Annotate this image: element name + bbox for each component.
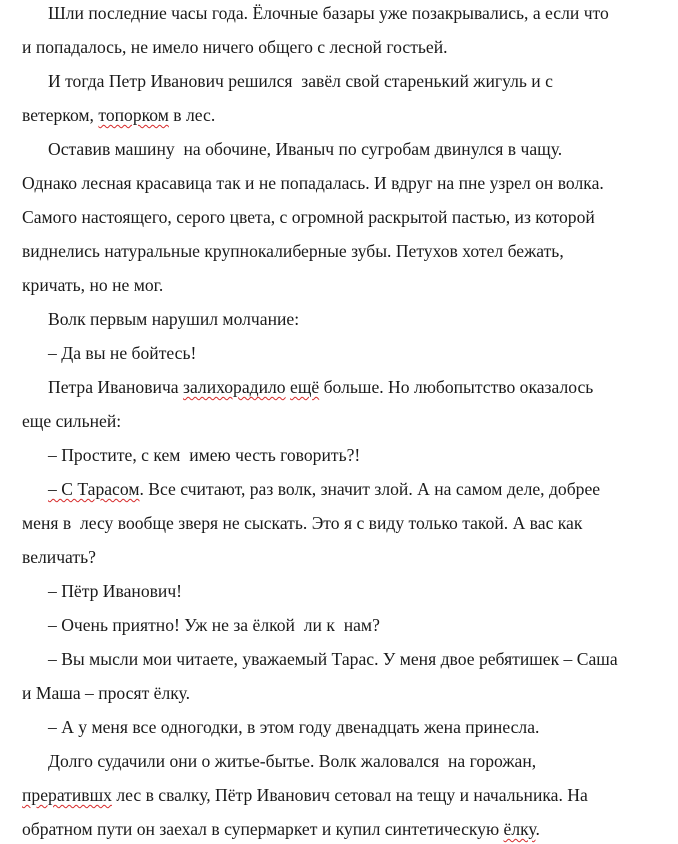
text-segment: лес в свалку, Пётр Иванович сетовал на тещу и начальника. На [111,785,588,805]
text-segment: Волк первым нарушил молчание: [48,309,300,329]
text-line [22,682,670,706]
text-line [48,478,670,502]
text-line [22,784,670,808]
text-segment: кричать, но не мог. [22,275,164,295]
text-segment: И тогда Петр Иванович решился завёл свой старенький жигуль и с [48,71,553,91]
misspelled-word: ещё [290,377,320,397]
text-segment: Самого настоящего, серого цвета, с огромной раскрытой пастью, из которой [22,207,595,227]
text-segment: меня в лесу вообще зверя не сыскать. Это я с виду только такой. А вас как [22,513,583,533]
text-segment: Шли последние часы года. Ёлочные базары уже позакрывались, а если что [48,3,609,23]
text-segment: – Очень приятно! Уж не за ёлкой ли к нам? [48,615,380,635]
text-segment: величать? [22,547,96,567]
text-segment: – Пётр Иванович! [48,581,183,601]
text-line [48,2,670,26]
text-segment: в лес. [168,105,216,125]
text-segment: Однако лесная красавица так и не попадалась. И вдруг на пне узрел он волка. [22,173,604,193]
text-segment: – Вы мысли мои читаете, уважаемый Тарас. У меня двое ребятишек – Саша [48,649,618,669]
text-line [22,410,670,434]
text-segment: Оставив машину на обочине, Иваныч по сугробам двинулся в чащу. [48,139,563,159]
text-segment: . [535,819,540,839]
text-line [48,342,670,366]
text-segment: больше. Но любопытство оказалось [319,377,594,397]
text-line [48,580,670,604]
text-segment: Петра Ивановича [48,377,184,397]
text-line [22,818,670,842]
text-segment: и Маша – просят ёлку. [22,683,190,703]
text-line [22,512,670,536]
text-line [22,206,670,230]
text-segment: виднелись натуральные крупнокалиберные зубы. Петухов хотел бежать, [22,241,564,261]
text-line [48,614,670,638]
text-line [22,546,670,570]
text-line [22,172,670,196]
text-segment: и попадалось, не имело ничего общего с лесной гостьей. [22,37,448,57]
text-segment: ветерком, [22,105,99,125]
text-line [48,444,670,468]
text-line [48,750,670,774]
text-segment: – Простите, с кем имею честь говорить?! [48,445,361,465]
text-line [48,376,670,400]
text-segment: – А у меня все одногодки, в этом году двенадцать жена принесла. [48,717,540,737]
misspelled-word: залихорадило [183,377,286,397]
text-line [48,138,670,162]
text-segment: – Да вы не бойтесь! [48,343,197,363]
text-line [22,274,670,298]
misspelled-word: – С Тарасом [48,479,140,499]
text-line [48,716,670,740]
misspelled-word: прератившх [22,785,112,805]
text-line [22,36,670,60]
misspelled-word: ёлку [503,819,536,839]
text-line [48,70,670,94]
text-segment: обратном пути он заехал в супермаркет и купил синтетическую [22,819,504,839]
text-segment: Долго судачили они о житье-бытье. Волк жаловался на горожан, [48,751,537,771]
text-segment: . Все считают, раз волк, значит злой. А на самом деле, добрее [139,479,601,499]
text-line [22,104,670,128]
misspelled-word: топорком [98,105,169,125]
text-segment: еще сильней: [22,411,122,431]
text-line [48,308,670,332]
text-line [22,240,670,264]
text-line [48,648,670,672]
